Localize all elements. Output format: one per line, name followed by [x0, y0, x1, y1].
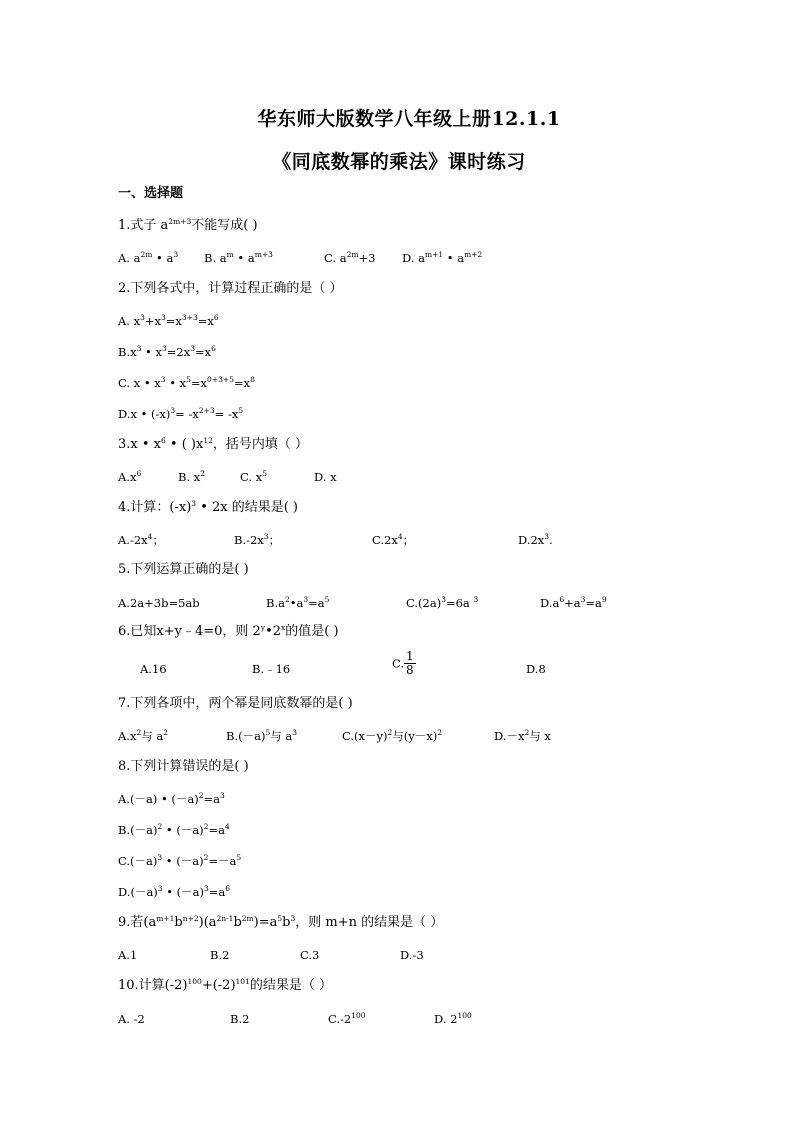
option-a: A.2a+3b=5ab [118, 596, 200, 610]
option-c: C.3 [300, 948, 320, 962]
option-b: $B.-2x^3$； [234, 532, 281, 547]
option-a: $A.x^6$ [118, 469, 142, 484]
question-1-stem: 1.式子 $a^{2m+3}$不能写成( ) [118, 217, 258, 233]
section-heading: 一、选择题 [118, 186, 184, 201]
question-5-stem: 5.下列运算正确的是( ) [118, 562, 249, 577]
option-d: D.-3 [400, 948, 424, 962]
option-b: B.2 [210, 948, 230, 962]
question-8-option-d: $D.(-a)^3$ • $(-a)^3=a^6$ [118, 884, 231, 899]
option-b: B.﹣16 [252, 662, 291, 676]
option-d: $D.-x^2$与 x [494, 728, 551, 743]
question-8-option-c: $C.(-a)^3$ • $(-a)^2=-a^5$ [118, 853, 242, 868]
question-2-stem: 2.下列各式中，计算过程正确的是（ ） [118, 281, 343, 296]
option-b: $B.(-a)^5$与 $a^3$ [226, 728, 298, 743]
option-a: A. -2 [118, 1012, 145, 1026]
option-a: A.1 [118, 948, 138, 962]
option-c: $C.2x^4$； [372, 532, 415, 547]
option-c: C. $\frac{1}{8}$ [392, 649, 414, 677]
question-2-option-c: C. x • $x^3$ • $x^5=x^{0+3+5}=x^8$ [118, 375, 255, 390]
option-d: $D.a^6+a^3=a^9$ [540, 595, 607, 610]
option-d: D. x [314, 470, 337, 484]
fraction-one-eighth: $\frac{1}{8}$ [406, 649, 414, 677]
question-7-stem: 7.下列各项中，两个幂是同底数幂的是( ) [118, 696, 353, 711]
option-a: $A.x^2$与 $a^2$ [118, 728, 169, 743]
option-c: $C.(x-y)^2$与$(y-x)^2$ [342, 728, 443, 743]
option-b: B. $x^2$ [178, 469, 206, 484]
question-6-stem: 6.已知x+y﹣4=0，则 2$^y$•2$^x$的值是( ) [118, 623, 339, 639]
question-9-stem: 9.若$(a^{m+1}b^{n+2})(a^{2n-1}b^{2m})=a^5b^3$，则 m+n 的结果是（ ） [118, 914, 444, 930]
title-line-2: 《同底数幂的乘法》课时练习 [272, 151, 526, 173]
option-a: A.16 [140, 662, 167, 676]
option-b: $B.a^2•a^3=a^5$ [266, 595, 330, 610]
question-2-option-d: D.x • $(-x)^3= -x^{2+3}= -x^5$ [118, 406, 244, 421]
option-d: D. $2^{100}$ [434, 1011, 472, 1026]
question-8-option-b: $B.(-a)^2$ • $(-a)^2=a^4$ [118, 822, 230, 837]
option-d: D. $a^{m+1}$ • $a^{m+2}$ [402, 250, 483, 265]
question-3-stem: 3.x • $x^6$ • ( )$x^{12}$，括号内填（ ） [118, 436, 309, 452]
option-b: B. $a^m$ • $a^{m+3}$ [204, 250, 273, 265]
question-8-stem: 8.下列计算错误的是( ) [118, 759, 249, 774]
option-b: B.2 [230, 1012, 250, 1026]
option-c: C. $a^{2m}+3$ [324, 250, 376, 265]
question-2-option-b: $B.x^3$ • $x^3=2x^3=x^6$ [118, 344, 216, 359]
option-c: $C.(2a)^3=6a$ $^3$ [406, 595, 479, 610]
option-a: $A.-2x^4$； [118, 532, 164, 547]
option-d: $D.2x^3$. [518, 532, 553, 547]
option-c: $C.-2^{100}$ [328, 1011, 366, 1026]
option-a: A. $a^{2m}$ • $a^3$ [118, 250, 179, 265]
option-d: D.8 [526, 662, 546, 676]
question-10-stem: 10.计算$(-2)^{100}+(-2)^{101}$的结果是（ ） [118, 977, 332, 993]
title-line-1: 华东师大版数学八年级上册12.1.1 [257, 108, 561, 130]
question-2-option-a: A. $x^3+x^3=x^{3+3}=x^6$ [118, 313, 219, 328]
question-4-stem: 4.计算：$(-x)^3$ • 2x 的结果是( ) [118, 499, 299, 515]
question-8-option-a: A.(－a) • $(-a)^2=a^3$ [118, 791, 225, 806]
option-c: C. $x^5$ [240, 469, 267, 484]
